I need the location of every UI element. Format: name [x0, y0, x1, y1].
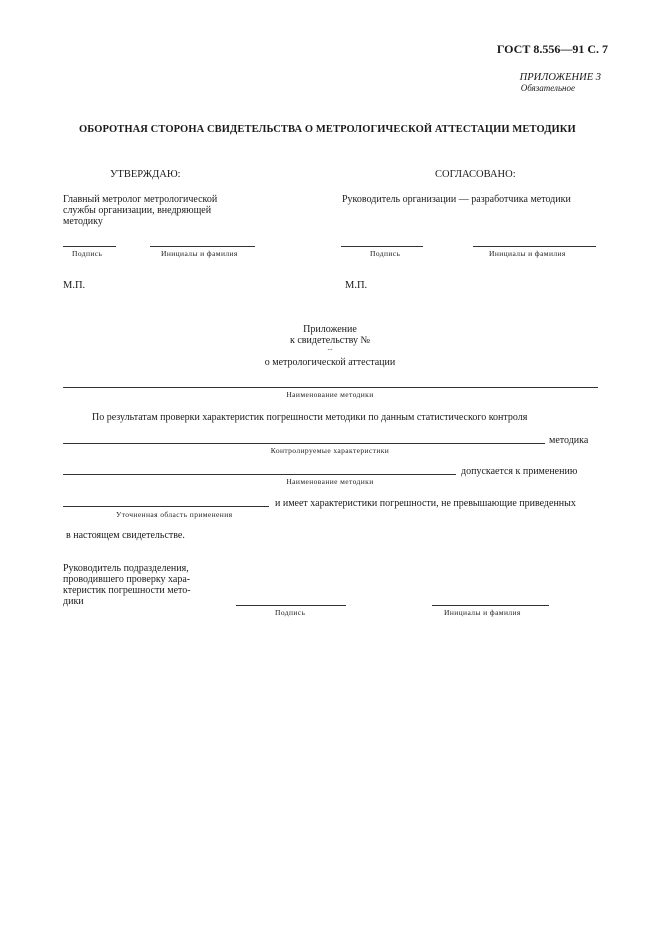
- head-signature-line: [236, 605, 346, 606]
- appendix-status: Обязательное: [520, 83, 575, 93]
- right-stamp: М.П.: [345, 280, 368, 291]
- head-position-line2: проводившего проверку хара-: [63, 574, 191, 585]
- left-signature-line: [63, 246, 116, 247]
- head-position-line4: дики: [63, 596, 84, 607]
- method-name-caption: Наименование методики: [286, 390, 374, 399]
- right-position: Руководитель организации — разработчика методики: [342, 194, 571, 205]
- right-signature-caption: Подпись: [370, 249, 401, 258]
- annex-attestation: о метрологической аттестации: [264, 357, 396, 368]
- controlled-chars-line: [63, 443, 545, 444]
- scope-line: [63, 506, 269, 507]
- annex-dots: ...: [327, 344, 333, 352]
- characteristics-text: и имеет характеристики погрешности, не превышающие приведенных: [275, 498, 576, 509]
- appendix-number: ПРИЛОЖЕНИЕ 3: [519, 72, 601, 83]
- page-title: ОБОРОТНАЯ СТОРОНА СВИДЕТЕЛЬСТВА О МЕТРОЛОГИЧЕСКОЙ АТТЕСТАЦИИ МЕТОДИКИ: [79, 124, 576, 135]
- results-intro: По результатам проверки характеристик погрешности методики по данным статистического контроля: [92, 412, 528, 423]
- head-name-line: [432, 605, 549, 606]
- method-name-caption-2: Наименование методики: [286, 477, 374, 486]
- head-signature-caption: Подпись: [275, 608, 306, 617]
- right-name-caption: Инициалы и фамилия: [489, 249, 566, 258]
- controlled-chars-caption: Контролируемые характеристики: [270, 446, 390, 455]
- annex-certificate-no: к свидетельству №: [290, 335, 370, 346]
- left-name-caption: Инициалы и фамилия: [161, 249, 238, 258]
- left-signature-caption: Подпись: [72, 249, 103, 258]
- right-signature-line: [341, 246, 423, 247]
- admitted-text: допускается к применению: [461, 466, 578, 477]
- right-name-line: [473, 246, 596, 247]
- left-position-line3: методику: [63, 216, 103, 227]
- agreed-heading: СОГЛАСОВАНО:: [435, 169, 516, 180]
- method-word: методика: [549, 435, 589, 446]
- method-name-line-2: [63, 474, 456, 475]
- left-name-line: [150, 246, 255, 247]
- annex-title: Приложение: [303, 324, 357, 335]
- in-certificate-text: в настоящем свидетельстве.: [66, 530, 185, 541]
- approve-heading: УТВЕРЖДАЮ:: [110, 169, 181, 180]
- head-position-line1: Руководитель подразделения,: [63, 563, 189, 574]
- left-stamp: М.П.: [63, 280, 86, 291]
- head-name-caption: Инициалы и фамилия: [444, 608, 521, 617]
- document-reference: ГОСТ 8.556—91 С. 7: [496, 42, 608, 56]
- left-position-line2: службы организации, внедряющей: [63, 205, 212, 216]
- head-position-line3: ктеристик погрешности мето-: [63, 585, 191, 596]
- method-name-line: [63, 387, 598, 388]
- scope-caption: Уточненная область применения: [116, 510, 233, 519]
- left-position-line1: Главный метролог метрологической: [63, 194, 218, 205]
